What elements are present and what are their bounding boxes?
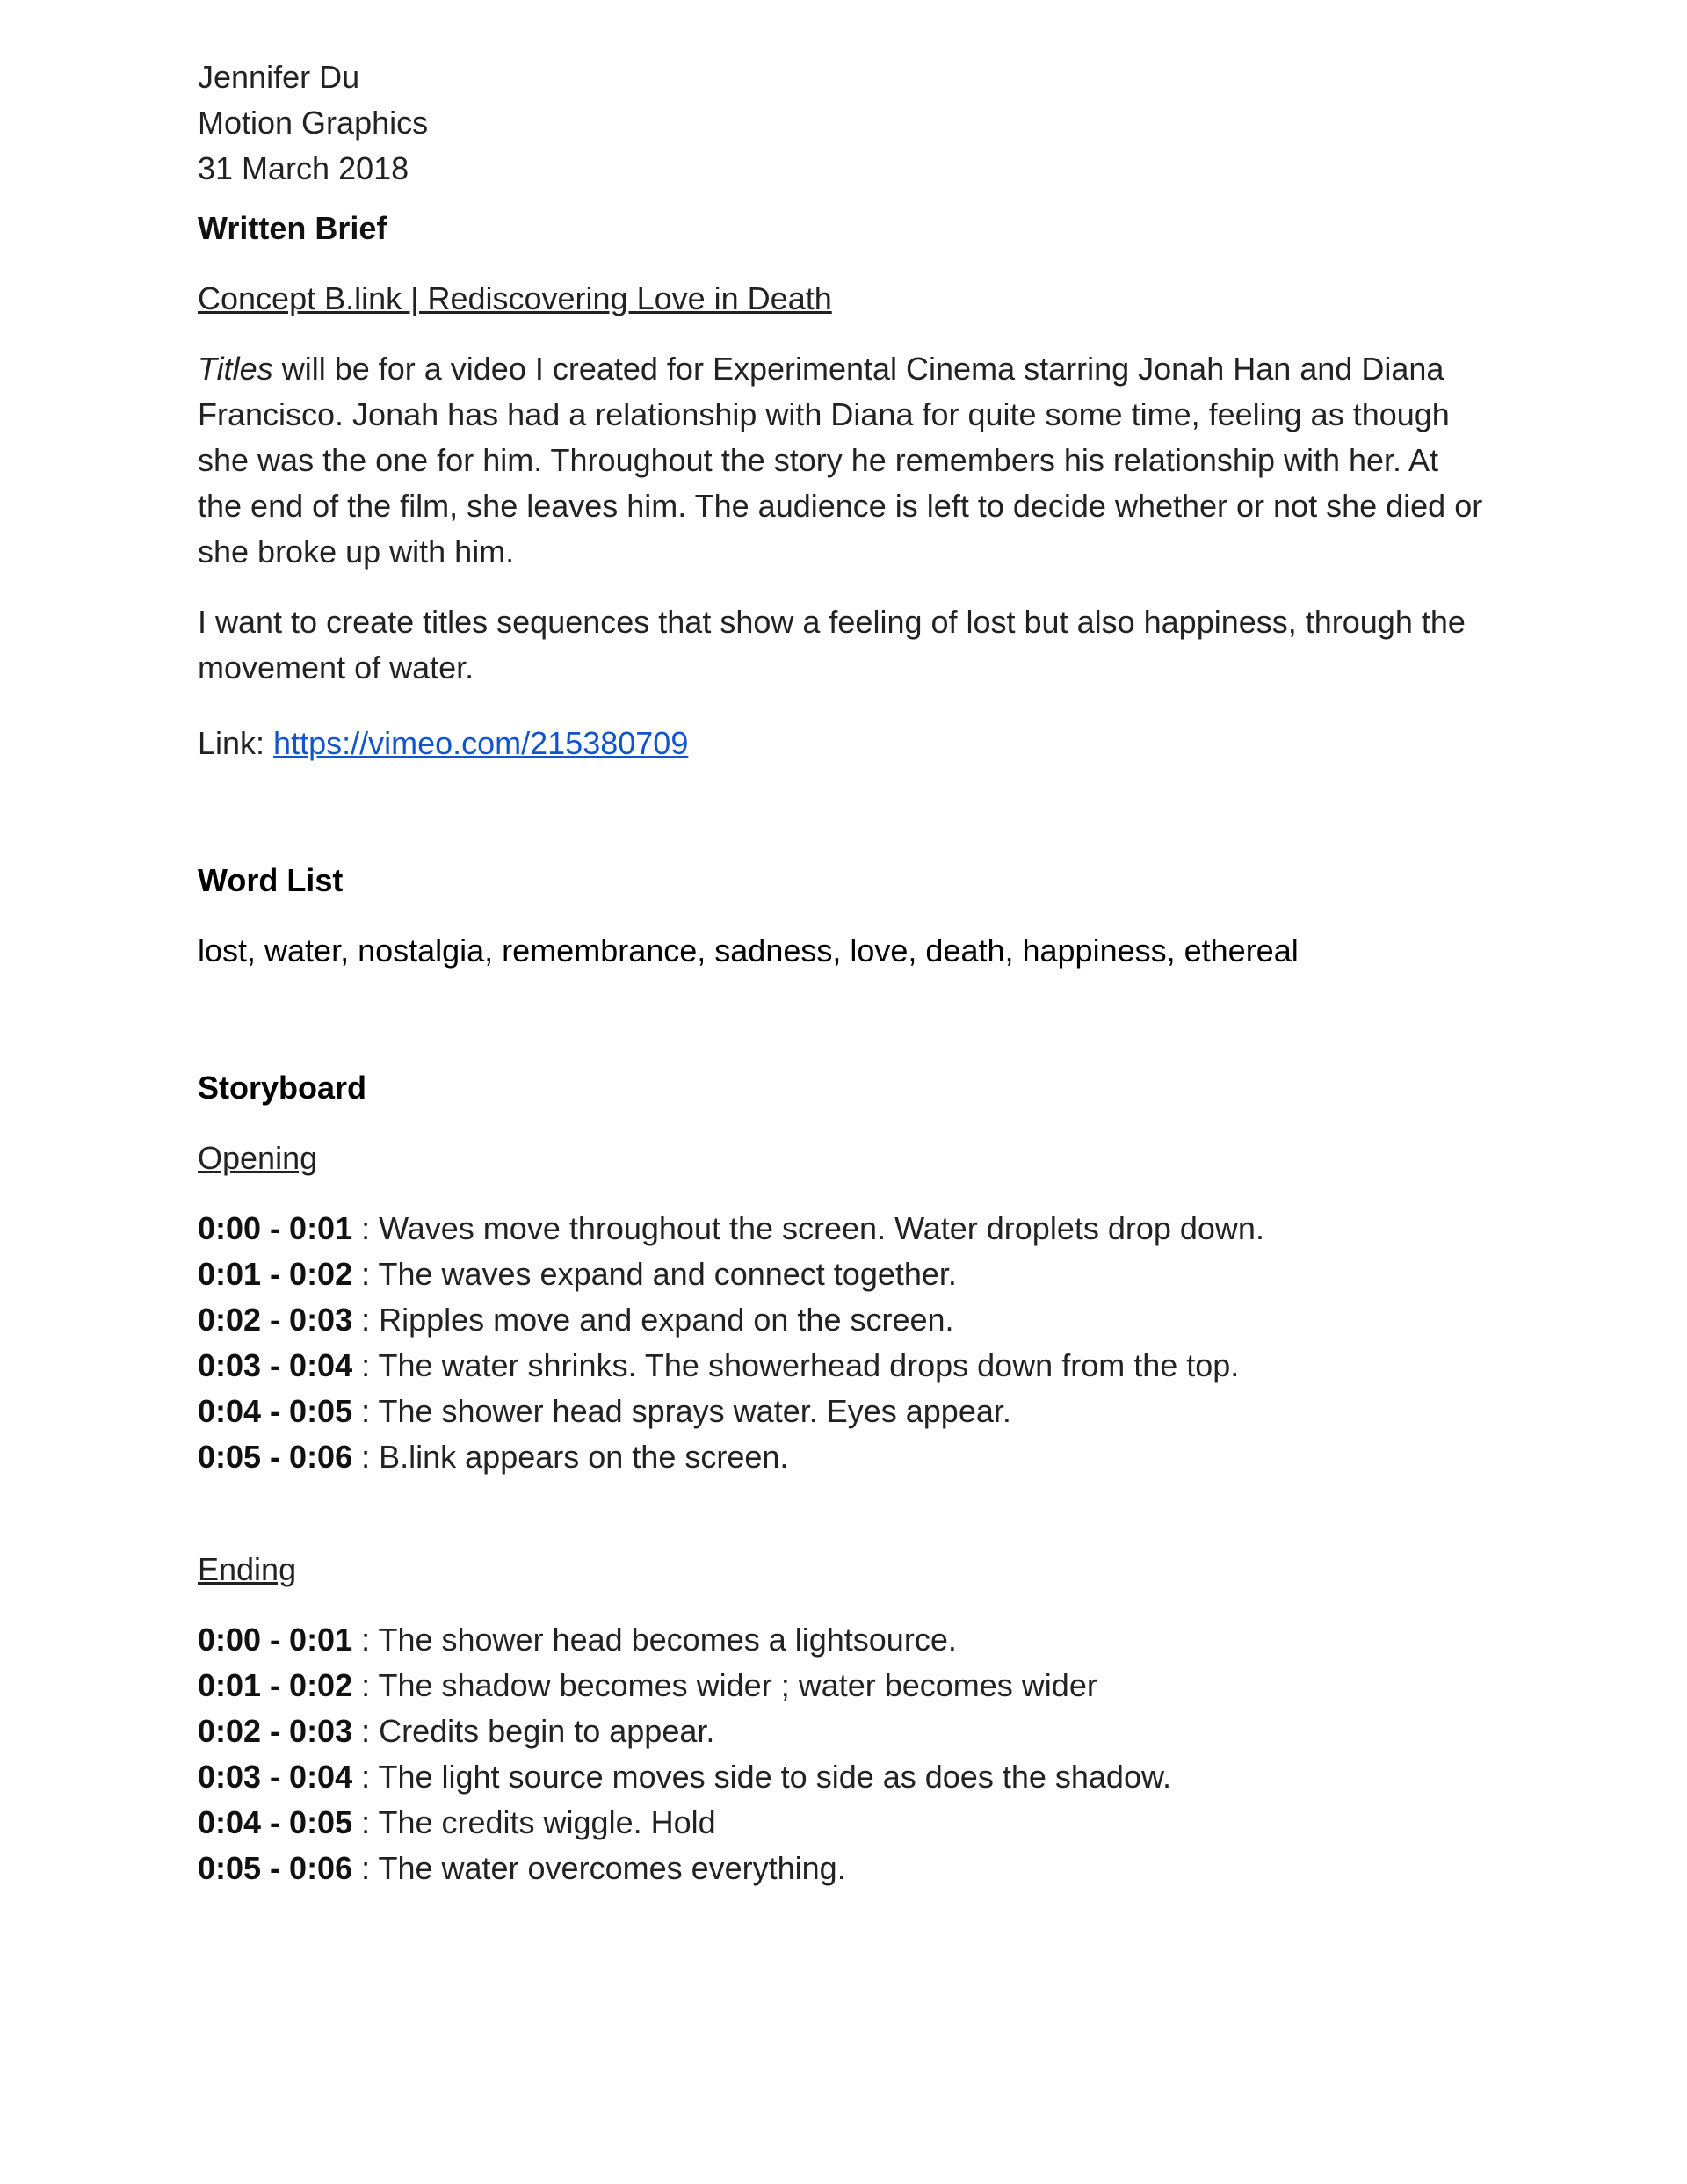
opening-item bbox=[198, 1297, 1264, 1343]
vimeo-link[interactable]: https://vimeo.com/215380709 bbox=[273, 725, 689, 761]
ending-item bbox=[198, 1663, 1171, 1709]
opening-item-time: 0:01 - 0:02 bbox=[198, 1256, 353, 1292]
opening-item bbox=[198, 1206, 1264, 1252]
ending-item-text: : The light source moves side to side as does the shadow. bbox=[352, 1759, 1171, 1795]
ending-item-text: : The credits wiggle. Hold bbox=[352, 1804, 716, 1840]
opening-item bbox=[198, 1343, 1264, 1389]
opening-item bbox=[198, 1252, 1264, 1297]
video-link-line bbox=[198, 721, 688, 766]
opening-item-time: 0:03 - 0:04 bbox=[198, 1347, 353, 1383]
ending-item-text: : The shadow becomes wider ; water becomes wider bbox=[352, 1667, 1097, 1703]
opening-item bbox=[198, 1389, 1264, 1434]
opening-subheading: Opening bbox=[198, 1140, 318, 1176]
word-list-words: lost, water, nostalgia, remembrance, sadness, love, death, happiness, ethereal bbox=[198, 932, 1299, 969]
ending-item-time: 0:01 - 0:02 bbox=[198, 1667, 353, 1703]
ending-item bbox=[198, 1754, 1171, 1800]
ending-item-time: 0:00 - 0:01 bbox=[198, 1622, 353, 1658]
opening-item-text: : Waves move throughout the screen. Water droplets drop down. bbox=[352, 1210, 1264, 1246]
opening-item-time: 0:00 - 0:01 bbox=[198, 1210, 353, 1246]
ending-item bbox=[198, 1846, 1171, 1891]
ending-item-time: 0:05 - 0:06 bbox=[198, 1850, 353, 1886]
opening-list bbox=[198, 1206, 1264, 1480]
opening-item bbox=[198, 1434, 1264, 1480]
opening-item-time: 0:02 - 0:03 bbox=[198, 1302, 353, 1338]
ending-item bbox=[198, 1800, 1171, 1846]
ending-item bbox=[198, 1617, 1171, 1663]
opening-item-text: : Ripples move and expand on the screen. bbox=[352, 1302, 954, 1338]
brief-paragraph-1 bbox=[198, 346, 1489, 575]
ending-subheading: Ending bbox=[198, 1551, 297, 1587]
ending-item-text: : The shower head becomes a lightsource. bbox=[352, 1622, 957, 1658]
author-name: Jennifer Du bbox=[198, 59, 360, 95]
concept-title: Concept B.link | Rediscovering Love in Death bbox=[198, 280, 832, 316]
course-name: Motion Graphics bbox=[198, 105, 429, 141]
link-label: Link: bbox=[198, 725, 274, 761]
written-brief-heading: Written Brief bbox=[198, 210, 387, 246]
ending-item-text: : Credits begin to appear. bbox=[352, 1713, 715, 1749]
opening-item-text: : The waves expand and connect together. bbox=[352, 1256, 957, 1292]
word-list-heading: Word List bbox=[198, 862, 344, 898]
ending-item-text: : The water overcomes everything. bbox=[352, 1850, 846, 1886]
ending-item-time: 0:03 - 0:04 bbox=[198, 1759, 353, 1795]
ending-list bbox=[198, 1617, 1171, 1891]
opening-item-text: : B.link appears on the screen. bbox=[352, 1439, 789, 1475]
brief-paragraph-1-text: will be for a video I created for Experimental Cinema starring Jonah Han and Diana Francisco. Jonah has had a relationship with Diana for quite some time, feeling as though she was the one for him. Throughout the story he remembers his relationship with her. At the end of the film, she leaves him. The audience is left to decide whether or not she died or she broke up with him. bbox=[198, 351, 1483, 570]
opening-item-time: 0:04 - 0:05 bbox=[198, 1393, 353, 1429]
ending-item-time: 0:04 - 0:05 bbox=[198, 1804, 353, 1840]
ending-item bbox=[198, 1709, 1171, 1754]
titles-italic: Titles bbox=[198, 351, 273, 387]
ending-item-time: 0:02 - 0:03 bbox=[198, 1713, 353, 1749]
opening-item-text: : The water shrinks. The showerhead drops down from the top. bbox=[352, 1347, 1240, 1383]
document-date: 31 March 2018 bbox=[198, 150, 409, 186]
opening-item-text: : The shower head sprays water. Eyes appear. bbox=[352, 1393, 1011, 1429]
brief-paragraph-2: I want to create titles sequences that show a feeling of lost but also happiness, through the movement of water. bbox=[198, 604, 1466, 686]
storyboard-heading: Storyboard bbox=[198, 1070, 367, 1106]
opening-item-time: 0:05 - 0:06 bbox=[198, 1439, 353, 1475]
